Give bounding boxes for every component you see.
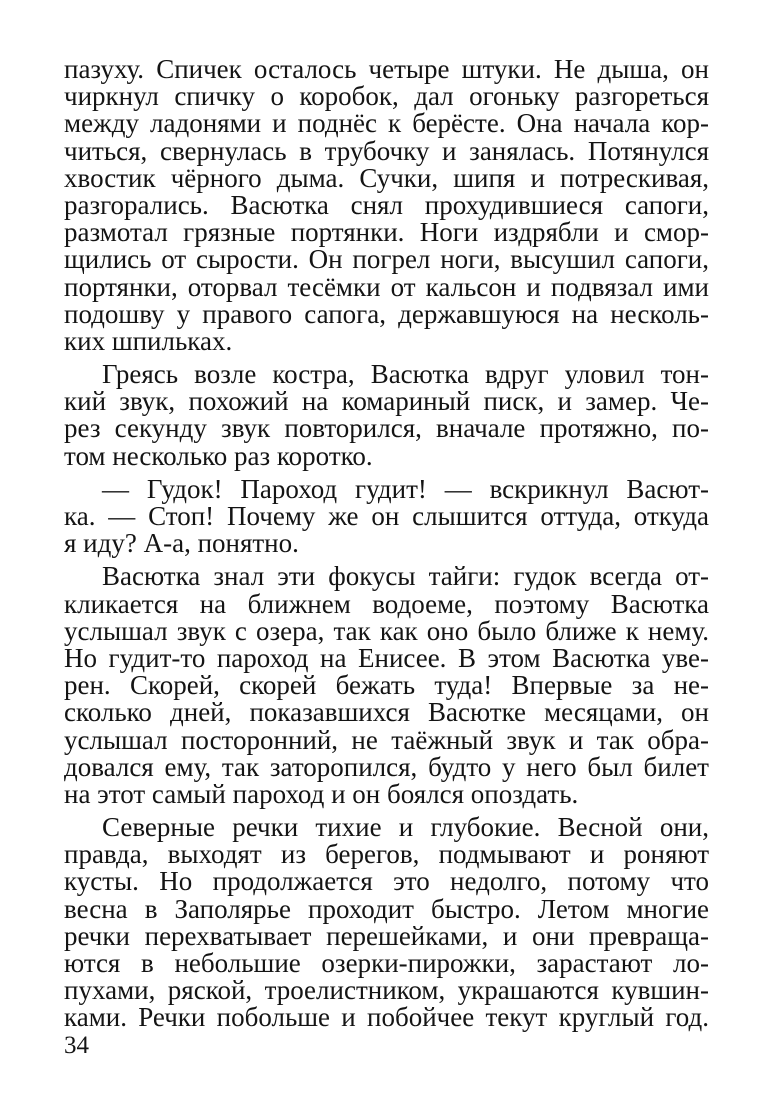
text-line: ких шпильках. (64, 325, 233, 356)
text-line: размотал грязные портянки. Ноги издрябли и смор- (64, 217, 709, 248)
text-line: на этот самый пароход и он боялся опоздать. (64, 778, 579, 809)
text-line: портянки, оторвал тесёмки от кальсон и подвязал ими (64, 271, 709, 302)
text-line: весна в Заполярье проходит быстро. Летом многие (64, 893, 709, 924)
text-line: речки перехватывает перешейками, и они превраща- (64, 920, 709, 951)
text-line: подошву у правого сапога, державшуюся на несколь- (64, 298, 709, 329)
text-line: пухами, ряской, троелистником, украшаются кувшин- (64, 975, 709, 1006)
text-line: ка. — Стоп! Почему же он слышится оттуда, откуда (64, 501, 709, 531)
paragraph (64, 56, 709, 355)
text-line: Северные речки тихие и глубокие. Весной они, (102, 812, 709, 843)
text-line: ками. Речки побольше и побойчее текут круглый год. (64, 1002, 709, 1033)
text-line: кий звук, похожий на комариный писк, и замер. Че- (64, 386, 709, 417)
text-line: хвостик чёрного дыма. Сучки, шипя и потрескивая, (64, 162, 709, 193)
text-line: чиркнул спичку о коробок, дал огоньку разгореться (64, 81, 709, 112)
text-line: сколько дней, показавшихся Васютке месяцами, он (64, 697, 709, 728)
text-line: довался ему, так заторопился, будто у него был билет (64, 751, 709, 782)
paragraph (64, 473, 709, 559)
text-line: — Гудок! Пароход гудит! — вскрикнул Васют- (102, 473, 709, 504)
paragraph (64, 814, 709, 1032)
text-line: услышал звук с озера, так как оно было ближе к нему. (64, 615, 709, 646)
text-line: рен. Скорей, скорей бежать туда! Впервые за не- (64, 670, 709, 701)
text-line: услышал посторонний, не таёжный звук и так обра- (64, 724, 709, 755)
text-line: щились от сырости. Он погрел ноги, высушил сапоги, (64, 244, 709, 275)
text-line: я иду? А-а, понятно. (64, 528, 299, 559)
text-line: читься, свернулась в трубочку и занялась. Потянулся (64, 135, 709, 166)
paragraph (64, 361, 709, 470)
page-number: 34 (64, 1032, 89, 1059)
text-line: пазуху. Спичек осталось четыре штуки. Не дыша, он (64, 54, 709, 84)
text-line: том несколько раз коротко. (64, 440, 373, 471)
text-line: Но гудит-то пароход на Енисее. В этом Васютка уве- (64, 642, 709, 673)
text-line: между ладонями и поднёс к берёсте. Она начала кор- (64, 108, 709, 139)
text-line: Греясь возле костра, Васютка вдруг уловил тон- (102, 359, 709, 390)
text-line: правда, выходят из берегов, подмывают и роняют (64, 839, 709, 870)
text-line: рез секунду звук повторился, вначале протяжно, по- (64, 413, 709, 444)
text-line: Васютка знал эти фокусы тайги: гудок всегда от- (102, 561, 709, 592)
text-line: разгорались. Васютка снял прохудившиеся сапоги, (64, 189, 709, 220)
text-line: кликается на ближнем водоеме, поэтому Васютка (64, 588, 709, 619)
text-line: ются в небольшие озерки-пирожки, зарастают ло- (64, 948, 709, 978)
paragraph (64, 563, 709, 808)
text-line: кусты. Но продолжается это недолго, потому что (64, 866, 709, 897)
